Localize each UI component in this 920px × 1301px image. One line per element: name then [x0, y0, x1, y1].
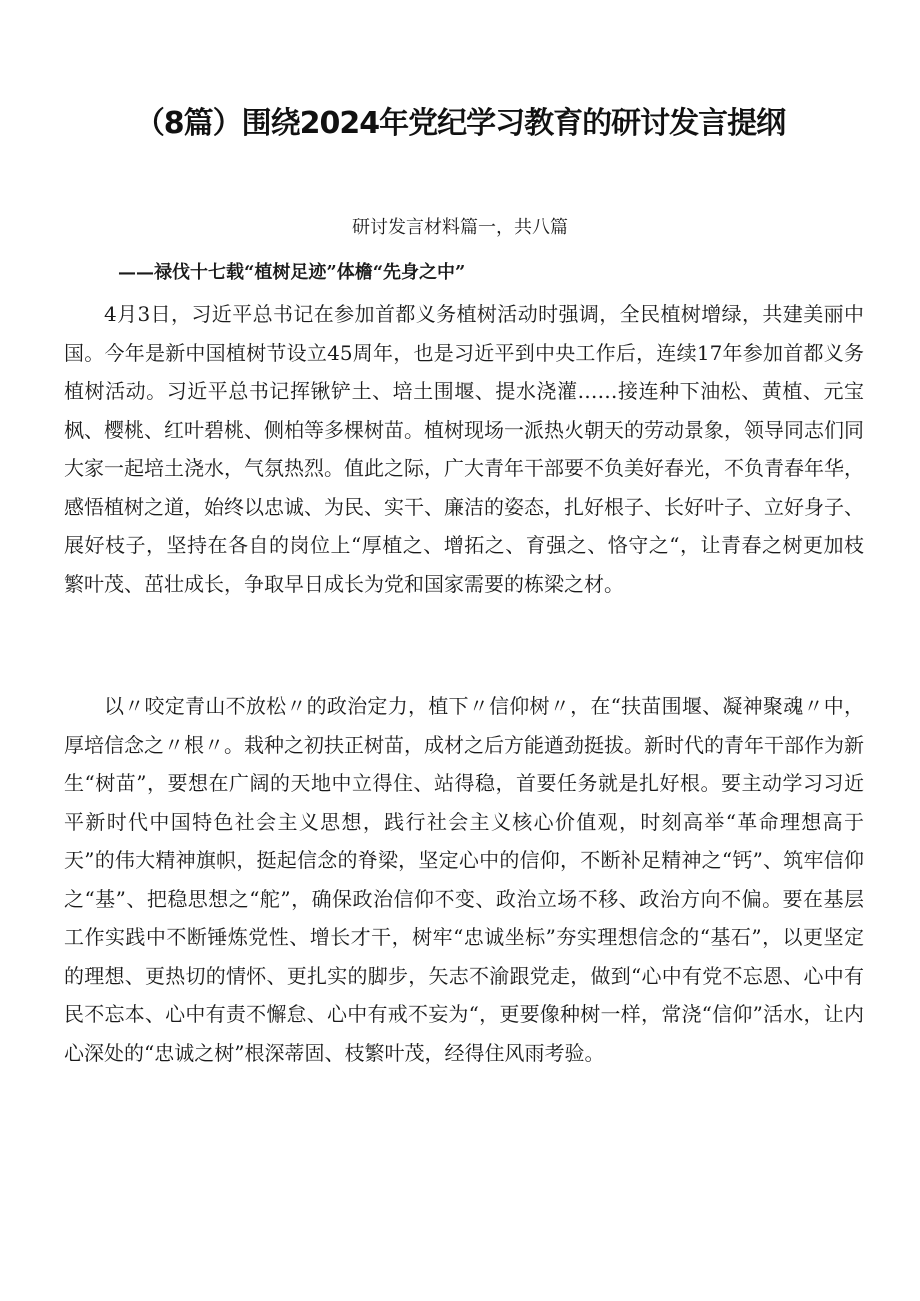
body-paragraph: 以〃咬定青山不放松〃的政治定力，植下〃信仰树〃，在“扶苗围堰、凝神聚魂〃中，厚培信念之〃根〃。栽种之初扶正树苗，成材之后方能遒劲挺拔。新时代的青年干部作为新生“树苗”，要想在广阔的天地中立得住、站得稳，首要任务就是扎好根。要主动学习习近平新时代中国特色社会主义思想，践行社会主义核心价值观，时刻高举“革命理想高于天”的伟大精神旗帜，挺起信念的脊梁，坚定心中的信仰，不断补足精神之“钙”、筑牢信仰之“基”、把稳思想之“舵”，确保政治信仰不变、政治立场不移、政治方向不偏。要在基层工作实践中不断锤炼党性、增长才干，树牢“忠诚坐标”夯实理想信念的“基石”，以更坚定的理想、更热切的情怀、更扎实的脚步，矢志不渝跟党走，做到“心中有党不忘恩、心中有民不忘本、心中有责不懈怠、心中有戒不妄为“，更要像种树一样，常浇“信仰”活水，让内心深处的“忠诚之树”根深蒂固、枝繁叶茂，经得住风雨考验。 [64, 694, 864, 1065]
body-paragraph: 4月3日，习近平总书记在参加首都义务植树活动时强调，全民植树增绿，共建美丽中国。今年是新中国植树节设立45周年，也是习近平到中央工作后，连续17年参加首都义务植树活动。习近平总书记挥锹铲土、培土围堰、提水浇灌……接连种下油松、黄植、元宝枫、樱桃、红叶碧桃、侧柏等多棵树苗。植树现场一派热火朝天的劳动景象，领导同志们同大家一起培土浇水，气氛热烈。值此之际，广大青年干部要不负美好春光，不负青春年华，感悟植树之道，始终以忠诚、为民、实干、廉洁的姿态，扎好根子、长好叶子、立好身子、展好枝子，坚持在各自的岗位上“厚植之、增拓之、育强之、恪守之“，让青春之树更加枝繁叶茂、茁壮成长，争取早日成长为党和国家需要的栋梁之材。 [64, 302, 864, 596]
document-title: （8篇）围绕2024年党纪学习教育的研讨发言提纲 [134, 106, 786, 141]
section-subtitle: ——禄伐十七载“植树足迹”体檐“先身之中” [118, 262, 466, 283]
section-heading: 研讨发言材料篇一，共八篇 [352, 217, 568, 238]
